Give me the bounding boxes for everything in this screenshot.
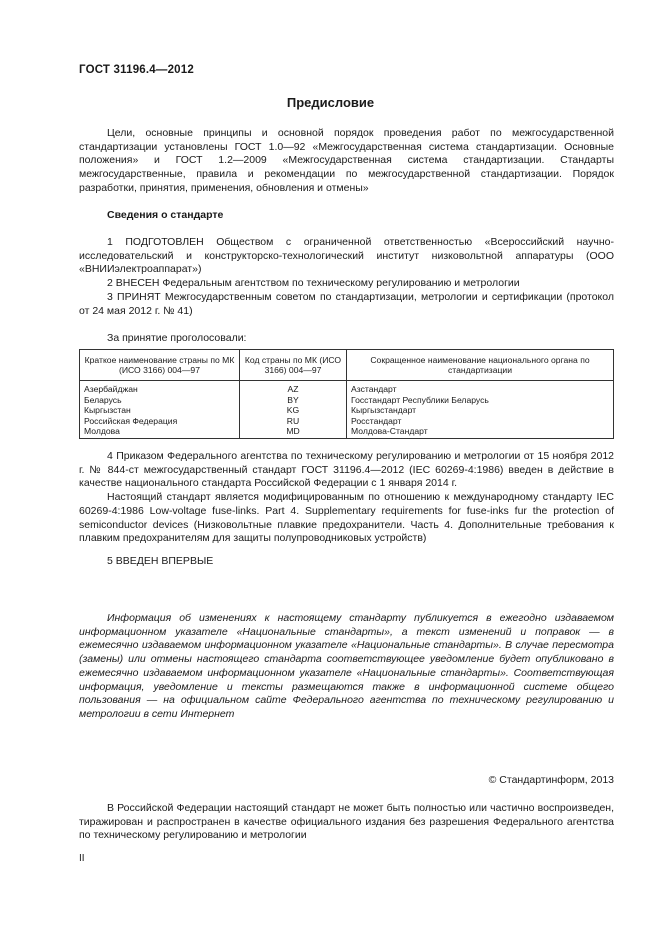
country-name-cell: Молдова	[80, 426, 240, 438]
table-row	[80, 426, 614, 438]
copyright-line: © Стандартинформ, 2013	[488, 774, 614, 786]
country-name-cell: Российская Федерация	[80, 416, 240, 427]
country-code-cell: MD	[240, 426, 347, 438]
table-row	[80, 381, 614, 395]
standards-body-cell: Кыргызстандарт	[347, 405, 614, 416]
standards-body-cell: Молдова-Стандарт	[347, 426, 614, 438]
country-code-cell: KG	[240, 405, 347, 416]
country-code-cell: BY	[240, 395, 347, 406]
country-name-cell: Кыргызстан	[80, 405, 240, 416]
info-notice-paragraph: Информация об изменениях к настоящему стандарту публикуется в ежегодно издаваемом информационном указателе «Национальные стандарты», а текст изменений и поправок — в ежемесячно издаваемом информационном указателе «Национальные стандарты». В случае пересмотра (замены) или отмены настоящего стандарта соответствующее уведомление будет опубликовано в ежемесячно издаваемом информационном указателе «Национальные стандарты». Соответствующая информация, уведомление и тексты размещаются также в информационной системе общего пользования — на официальном сайте Федерального агентства по техническому регулированию и метрологии в сети Интернет	[79, 612, 614, 720]
table-header-row	[80, 350, 614, 381]
standards-body-cell: Азстандарт	[347, 381, 614, 395]
standards-body-cell: Росстандарт	[347, 416, 614, 427]
item-4-modification-note: Настоящий стандарт является модифицированным по отношению к международному стандарту IEC 60269-4:1986 Low-voltage fuse-links. Part 4. Supplementary requirements for fuse-inks fur the protection of semiconductor devices (Низковольтные плавкие предохранители. Часть 4. Дополнительные требования к плавким предохранителям для защиты полупроводниковых устройств)	[79, 491, 614, 545]
info-notice-section	[79, 612, 614, 722]
voting-states-table	[79, 349, 614, 439]
country-code-cell: AZ	[240, 381, 347, 395]
page-number: II	[79, 853, 85, 864]
item-4-order: 4 Приказом Федерального агентства по техническому регулированию и метрологии от 15 ноября 2012 г. № 844-ст межгосударственный стандарт ГОСТ 31196.4—2012 (IEC 60269-4:1986) введен в действие в качестве национального стандарта Российской Федерации с 1 января 2014 г.	[79, 450, 614, 490]
country-code-cell: RU	[240, 416, 347, 427]
item-1-prepared: 1 ПОДГОТОВЛЕН Обществом с ограниченной ответственностью «Всероссийский научно-исследовательский и конструкторско-технологический институт низковольтной аппаратуры (ООО «ВНИИэлектроаппарат»)	[79, 236, 614, 276]
table-row	[80, 416, 614, 427]
standard-info-items	[79, 236, 614, 318]
page-title: Предисловие	[286, 95, 375, 110]
column-header-standards-body: Сокращенное наименование национального органа по стандартизации	[347, 350, 614, 381]
reproduction-notice-section	[79, 802, 614, 843]
document-code-header: ГОСТ 31196.4—2012	[79, 64, 194, 76]
table-row	[80, 405, 614, 416]
standards-body-cell: Госстандарт Республики Беларусь	[347, 395, 614, 406]
vote-label: За принятие проголосовали:	[107, 332, 247, 344]
item-3-adopted: 3 ПРИНЯТ Межгосударственным советом по стандартизации, метрологии и сертификации (протокол от 24 мая 2012 г. № 41)	[79, 290, 614, 317]
item-5-first-introduced: 5 ВВЕДЕН ВПЕРВЫЕ	[107, 555, 214, 567]
standard-info-heading: Сведения о стандарте	[107, 209, 224, 221]
column-header-country-code: Код страны по МК (ИСО 3166) 004—97	[240, 350, 347, 381]
country-name-cell: Азербайджан	[80, 381, 240, 395]
table-row	[80, 395, 614, 406]
column-header-country-name: Краткое наименование страны по МК (ИСО 3166) 004—97	[80, 350, 240, 381]
item-5-section	[79, 555, 614, 569]
item-4-section	[79, 450, 614, 546]
reproduction-notice-paragraph: В Российской Федерации настоящий стандарт не может быть полностью или частично воспроизведен, тиражирован и распространен в качестве официального издания без разрешения Федерального агентства по техническому регулированию и метрологии	[79, 802, 614, 842]
country-name-cell: Беларусь	[80, 395, 240, 406]
intro-section	[79, 127, 614, 196]
item-2-submitted: 2 ВНЕСЕН Федеральным агентством по техническому регулированию и метрологии	[107, 277, 520, 290]
intro-paragraph: Цели, основные принципы и основной порядок проведения работ по межгосударственной стандартизации установлены ГОСТ 1.0—92 «Межгосударственная система стандартизации. Основные положения» и ГОСТ 1.2—2009 «Межгосударственная система стандартизации. Стандарты межгосударственные, правила и рекомендации по межгосударственной стандартизации. Порядок разработки, принятия, применения, обновления и отмены»	[79, 127, 614, 194]
